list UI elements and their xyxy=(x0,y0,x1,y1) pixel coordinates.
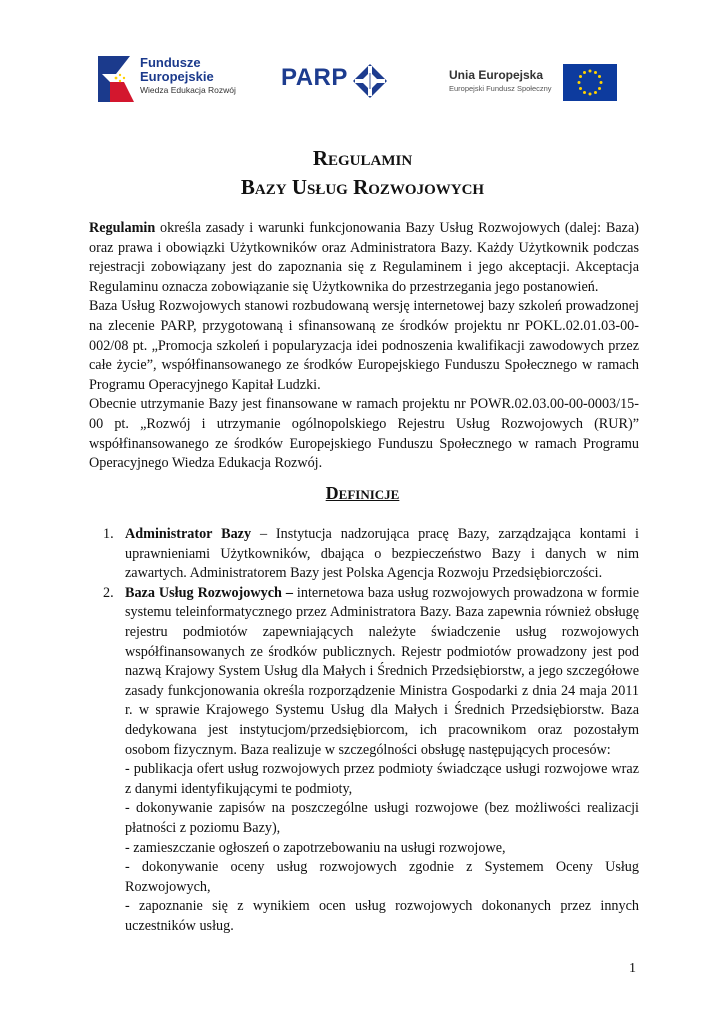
document-title-line1: Regulamin xyxy=(312,146,413,170)
page-number: 1 xyxy=(629,961,636,976)
intro-paragraph-3: Obecnie utrzymanie Bazy jest finansowane w ramach projektu nr POWR.02.03.00-00-0003/15-00 pt. „Rozwój i utrzymanie ogólnopolskiego Rejestru Usług Rozwojowych (RUR)” współfinansowanego ze środków Europejskiego Funduszu Społecznego w ramach Programu Operacyjnego Wiedza Edukacja Rozwój. xyxy=(89,396,639,472)
fundusze-europejskie-logo xyxy=(94,50,244,110)
document-title-line2: Bazy Usług Rozwojowych xyxy=(240,175,485,199)
eu-flag-icon xyxy=(563,64,617,101)
fundusze-line2: Europejskie xyxy=(140,69,214,84)
definition-term: Baza Usług Rozwojowych – xyxy=(125,584,293,601)
logo-band xyxy=(94,50,634,112)
unia-europejska-logo xyxy=(449,62,624,106)
fundusze-line3: Wiedza Edukacja Rozwój xyxy=(140,85,236,95)
ue-line1: Unia Europejska xyxy=(449,68,544,82)
process-item: - dokonywanie oceny usług rozwojowych zgodnie z Systemem Oceny Usług Rozwojowych, xyxy=(125,859,639,895)
definitions-heading: Definicje xyxy=(325,483,400,503)
intro-p1-text: określa zasady i warunki funkcjonowania Bazy Usług Rozwojowych (dalej: Baza) oraz prawa i obowiązki Użytkowników oraz Administratora Bazy. Każdy Użytkownik podczas rejestracji zobowiązany jest do zapoznania się z Regulaminem i jego akceptacji. Akceptacja Regulaminu oznacza zobowiązanie się Użytkownika do przestrzegania jego postanowień. xyxy=(89,220,639,295)
definition-item xyxy=(89,525,639,584)
fundusze-europejskie-flag-icon xyxy=(94,52,140,106)
intro-paragraph-1 xyxy=(89,219,639,297)
parp-text: PARP xyxy=(281,64,348,91)
process-item: - zapoznanie się z wynikiem ocen usług rozwojowych dokonanych przez innych uczestników usług. xyxy=(125,898,639,934)
fundusze-line1: Fundusze xyxy=(140,55,201,70)
intro-bold-term: Regulamin xyxy=(89,220,156,236)
ue-line2: Europejski Fundusz Społeczny xyxy=(449,84,552,93)
process-item: - zamieszczanie ogłoszeń o zapotrzebowaniu na usługi rozwojowe, xyxy=(125,839,506,856)
definitions-list xyxy=(89,525,639,936)
definition-term: Administrator Bazy xyxy=(125,526,252,542)
definition-number: 1. xyxy=(103,526,114,542)
intro-section xyxy=(89,219,639,474)
process-item: - dokonywanie zapisów na poszczególne usługi rozwojowe (bez możliwości realizacji płatności z poziomu Bazy), xyxy=(125,800,639,836)
process-item: - publikacja ofert usług rozwojowych przez podmioty świadczące usługi rozwojowe wraz z danymi identyfikującymi te podmioty, xyxy=(125,761,639,797)
parp-mark-icon xyxy=(351,62,389,100)
intro-paragraph-2: Baza Usług Rozwojowych stanowi rozbudowaną wersję internetowej bazy szkoleń prowadzonej na zlecenie PARP, przygotowaną i sfinansowaną ze środków projektu nr POKL.02.01.03-00-002/08 pt. „Promocja szkoleń i popularyzacja idei podnoszenia kwalifikacji zawodowych przez całe życie”, współfinansowanego ze środków Europejskiego Funduszu Społecznego w ramach Programu Operacyjnego Kapitał Ludzki. xyxy=(89,298,639,393)
definition-text: – Instytucja nadzorująca pracę Bazy, zarządzająca kontami i uprawnieniami Użytkowników, dbająca o bezpieczeństwo Bazy i danych w nim zawartych. Administratorem Bazy jest Polska Agencja Rozwoju Przedsiębiorczości. xyxy=(125,526,640,582)
definition-number: 2. xyxy=(103,584,114,601)
parp-logo xyxy=(281,62,391,106)
definition-text: internetowa baza usług rozwojowych prowadzona w formie systemu teleinformatycznego przez Administratora Bazy. Baza zapewnia również obsługę rejestru podmiotów zapewniających należyte świadczenie usług rozwojowych współfinansowanych ze środków publicznych. Rejestr podmiotów prowadzony jest pod nazwą Krajowy System Usług dla Małych i Średnich Przedsiębiorstw, a jego szczegółowe zasady funkcjonowania określa rozporządzenie Ministra Gospodarki z dnia 24 maja 2011 r. w sprawie Krajowego Systemu Usług dla Małych i Średnich Przedsiębiorstw. Baza dedykowana jest instytucjom/przedsiębiorcom, ich pracownikom oraz pozostałym osobom fizycznym. Baza realizuje w szczególności obsługę następujących procesów: xyxy=(125,584,640,758)
definition-item xyxy=(89,584,639,937)
